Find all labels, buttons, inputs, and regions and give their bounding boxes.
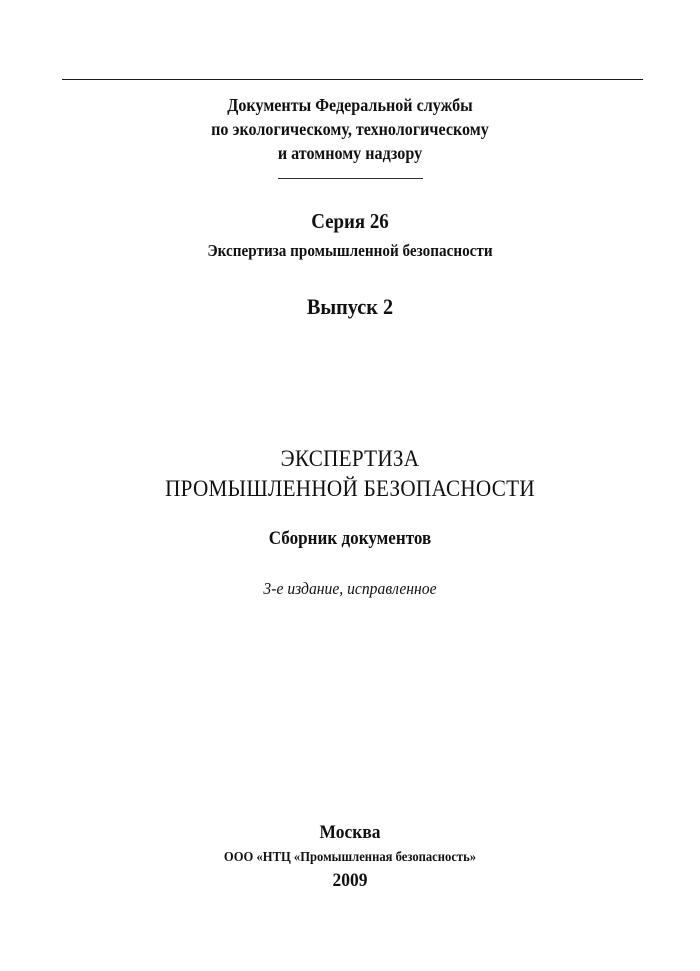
- header-divider: [278, 178, 423, 179]
- issuer-line-1: Документы Федеральной службы: [227, 95, 473, 115]
- issuer-line-3: и атомному надзору: [277, 143, 423, 163]
- imprint-city: Москва: [319, 822, 381, 843]
- top-rule: [62, 79, 643, 80]
- main-title-line-2: ПРОМЫШЛЕННОЙ БЕЗОПАСНОСТИ: [165, 476, 535, 501]
- book-subtitle: Сборник документов: [268, 528, 432, 549]
- imprint-publisher: ООО «НТЦ «Промышленная безопасность»: [223, 850, 477, 865]
- main-title-line-1: ЭКСПЕРТИЗА: [280, 446, 420, 471]
- issue-number: Выпуск 2: [306, 294, 394, 319]
- series-title: Серия 26: [311, 209, 389, 233]
- issuer-line-2: по экологическому, технологическому: [211, 119, 489, 139]
- edition-note: 3-е издание, исправленное: [263, 579, 437, 598]
- series-subtitle: Экспертиза промышленной безопасности: [207, 241, 493, 260]
- imprint-year: 2009: [332, 870, 368, 891]
